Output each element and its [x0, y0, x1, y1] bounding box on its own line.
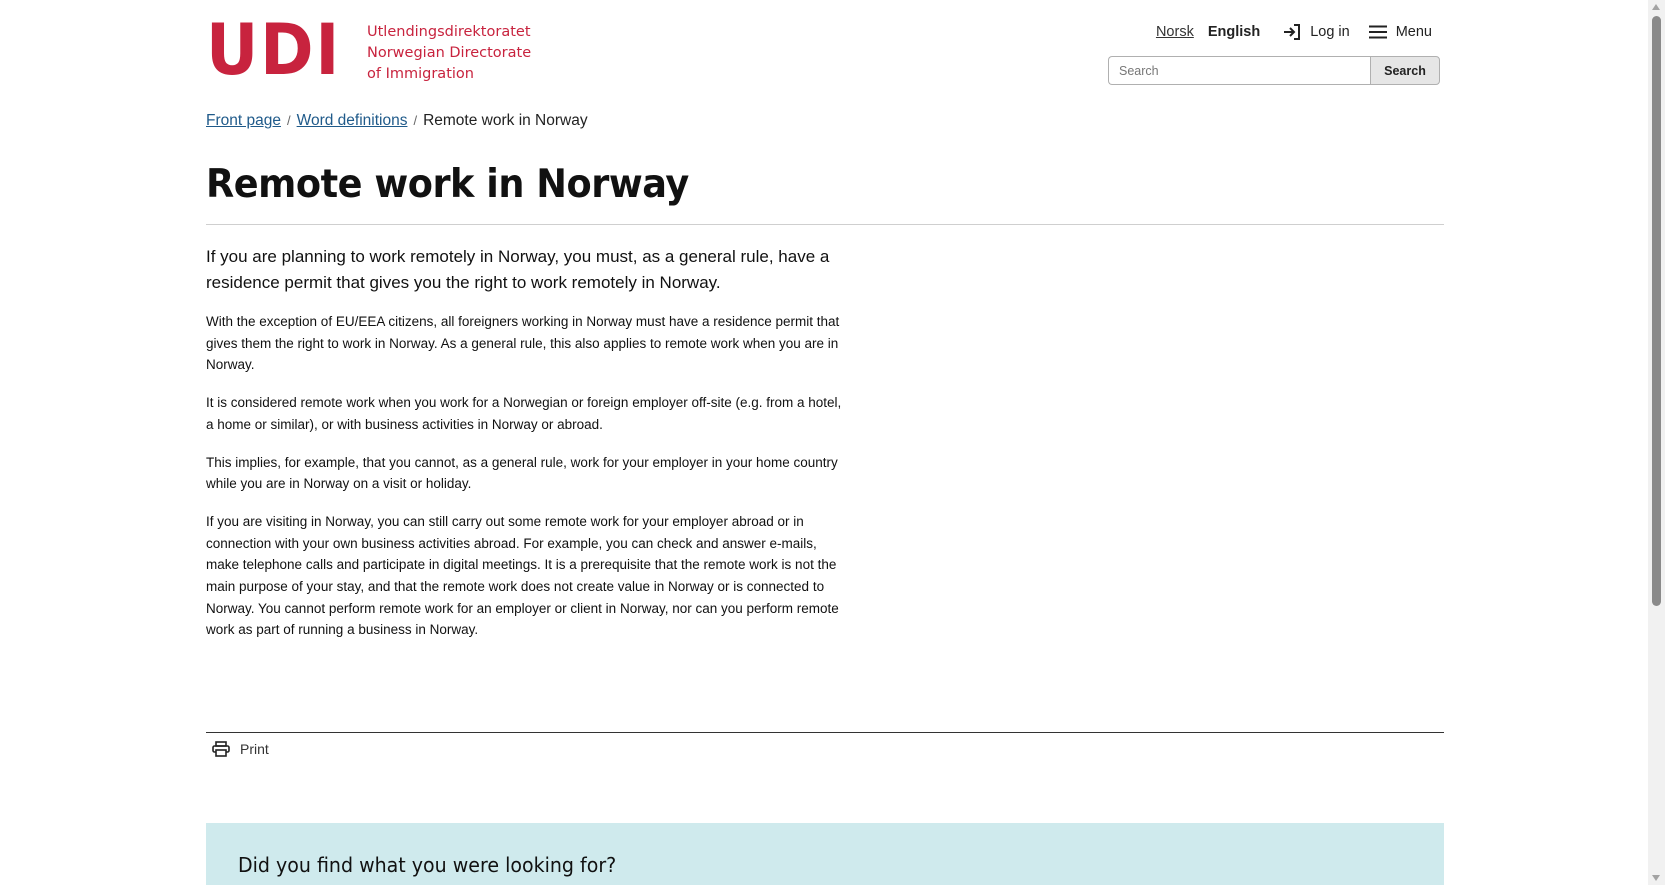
breadcrumb-link-front-page[interactable]: Front page [206, 112, 281, 129]
feedback-panel [206, 823, 1444, 885]
article-paragraph: If you are visiting in Norway, you can still carry out some remote work for your employer abroad or in connection with your own business activities abroad. For example, you can check and answer e-mails, make telephone calls and participate in digital meetings. It is a prerequisite that the remote work is not the main purpose of your stay, and that the remote work does not create value in Norway or is connected to Norway. You cannot perform remote work for an employer or client in Norway, nor can you perform remote work as part of running a business in Norway. [206, 513, 839, 638]
breadcrumb [206, 112, 588, 130]
scroll-down-arrow-icon[interactable] [1652, 875, 1660, 881]
menu-label: Menu [1395, 24, 1432, 40]
login-label: Log in [1310, 24, 1350, 40]
title-divider [206, 224, 1444, 225]
udi-logo[interactable] [206, 22, 531, 85]
menu-button[interactable] [1368, 24, 1432, 40]
print-button[interactable] [212, 741, 269, 757]
article-intro: If you are planning to work remotely in Norway, you must, as a general rule, have a residence permit that gives you the right to work remotely in Norway. [206, 247, 830, 292]
breadcrumb-current: Remote work in Norway [423, 112, 588, 129]
hamburger-menu-icon [1368, 25, 1388, 39]
login-button[interactable] [1282, 23, 1350, 41]
breadcrumb-link-word-definitions[interactable]: Word definitions [296, 112, 408, 129]
breadcrumb-separator: / [286, 113, 291, 128]
language-norsk-link[interactable]: Norsk [1155, 24, 1194, 40]
logo-line-1: Utlendingsdirektoratet [367, 24, 531, 40]
logo-text [367, 22, 531, 85]
login-icon [1282, 23, 1302, 41]
search-input[interactable] [1108, 56, 1370, 85]
print-label: Print [240, 741, 269, 757]
scrollbar-thumb[interactable] [1652, 16, 1661, 606]
logo-mark: UDI [206, 22, 342, 78]
article-paragraph: With the exception of EU/EEA citizens, all foreigners working in Norway must have a residence permit that gives them the right to work in Norway. As a general rule, this also applies to remote work when you are in Norway. [206, 314, 840, 373]
search-form [1108, 56, 1440, 85]
search-button[interactable]: Search [1370, 56, 1440, 85]
logo-line-2: Norwegian Directorate [367, 45, 532, 61]
breadcrumb-separator: / [413, 113, 418, 128]
print-divider [206, 732, 1444, 733]
feedback-title: Did you find what you were looking for? [238, 853, 617, 877]
article-paragraph: It is considered remote work when you work for a Norwegian or foreign employer off-site (e.g. from a hotel, a home or similar), or with business activities in Norway or abroad. [206, 395, 842, 432]
language-english-current: English [1207, 24, 1261, 40]
logo-line-3: of Immigration [367, 66, 474, 82]
article-content [206, 244, 846, 657]
top-navigation [1156, 23, 1432, 41]
vertical-scrollbar[interactable] [1648, 0, 1665, 885]
article-paragraph: This implies, for example, that you cannot, as a general rule, work for your employer in your home country while you are in Norway on a visit or holiday. [206, 454, 838, 492]
page-title: Remote work in Norway [206, 162, 689, 207]
scroll-up-arrow-icon[interactable] [1652, 4, 1660, 10]
printer-icon [212, 741, 230, 757]
